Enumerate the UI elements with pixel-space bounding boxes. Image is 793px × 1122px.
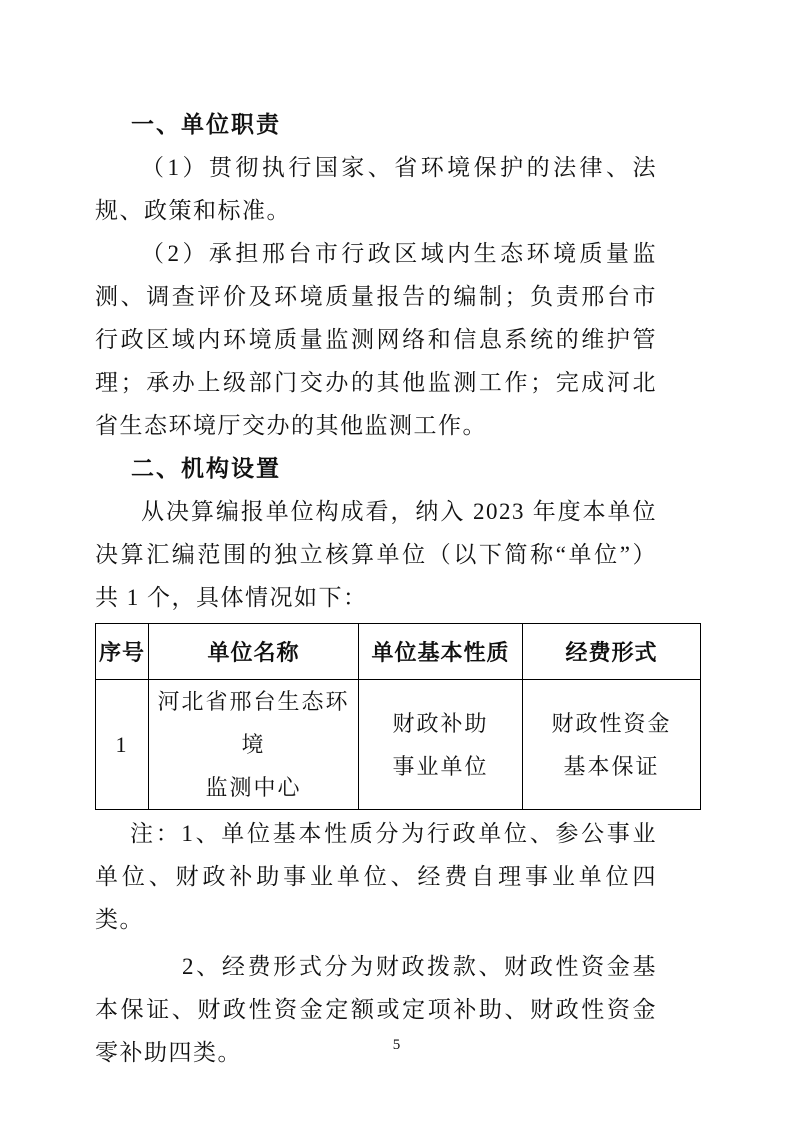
table-header-funding-form: 经费形式 bbox=[523, 624, 701, 680]
table-note-2: 2、经费形式分为财政拨款、财政性资金基本保证、财政性资金定额或定项补助、财政性资金零补助四类。 bbox=[95, 954, 657, 1065]
paragraph-organization-intro: 从决算编报单位构成看，纳入 2023 年度本单位决算汇编范围的独立核算单位（以下简称“单位”）共 1 个，具体情况如下： bbox=[95, 499, 657, 610]
document-body bbox=[95, 103, 700, 1074]
table-header-unit-name: 单位名称 bbox=[149, 624, 359, 680]
paragraph-duties-1: （1）贯彻执行国家、省环境保护的法律、法规、政策和标准。 bbox=[95, 155, 657, 223]
unit-table bbox=[95, 623, 701, 810]
table-cell-funding-form: 财政性资金 基本保证 bbox=[523, 680, 701, 810]
table-cell-seq: 1 bbox=[96, 680, 149, 810]
table-header-unit-nature: 单位基本性质 bbox=[359, 624, 523, 680]
table-cell-unit-name: 河北省邢台生态环境 监测中心 bbox=[149, 680, 359, 810]
table-header-seq: 序号 bbox=[96, 624, 149, 680]
table-cell-unit-nature: 财政补助 事业单位 bbox=[359, 680, 523, 810]
table-note-1: 注：1、单位基本性质分为行政单位、参公事业单位、财政补助事业单位、经费自理事业单位四类。 bbox=[95, 821, 657, 932]
section-heading-duties: 一、单位职责 bbox=[131, 111, 281, 137]
paragraph-duties-2: （2）承担邢台市行政区域内生态环境质量监测、调查评价及环境质量报告的编制；负责邢台市行政区域内环境质量监测网络和信息系统的维护管理；承办上级部门交办的其他监测工作；完成河北省生态环境厅交办的其他监测工作。 bbox=[95, 241, 657, 438]
page-number: 5 bbox=[392, 1037, 401, 1053]
section-heading-organization: 二、机构设置 bbox=[131, 455, 281, 481]
table-row bbox=[96, 680, 701, 810]
table-header-row bbox=[96, 624, 701, 680]
